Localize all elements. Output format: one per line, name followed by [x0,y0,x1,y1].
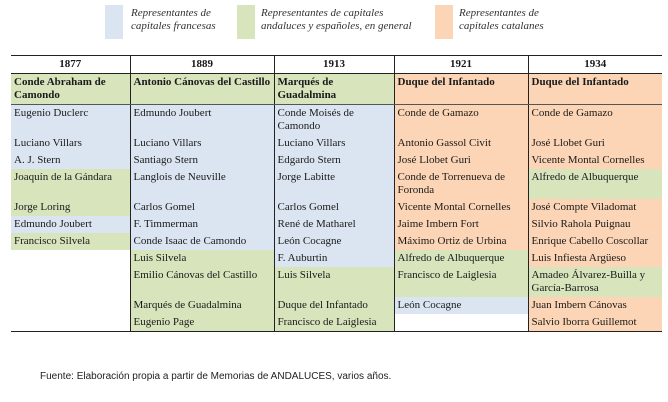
table-cell: Marqués de Guadalmina [274,74,394,105]
table-cell: Máximo Ortiz de Urbina [394,233,528,250]
table-cell [11,250,130,267]
legend-swatch-andaluces [237,5,255,39]
source-note: Fuente: Elaboración propia a partir de Memorias de ANDALUCES, varios años. [40,371,392,382]
table-cell: Conde de Gamazo [394,105,528,136]
legend-label-andaluces: Representantes de capitales andaluces y españoles, en general [261,7,412,32]
table-cell [11,297,130,314]
table-cell [394,314,528,332]
table-cell: José Compte Viladomat [528,199,662,216]
table-cell: Emilio Cánovas del Castillo [130,267,274,297]
table-row [11,105,662,136]
table-cell: Duque del Infantado [528,74,662,105]
year-header-row [11,56,662,74]
table-cell: Santiago Stern [130,152,274,169]
table-cell: Vicente Montal Cornelles [394,199,528,216]
table-cell: Alfredo de Albuquerque [394,250,528,267]
table-row [11,250,662,267]
table-cell: Eugenio Duclerc [11,105,130,136]
table-cell: Alfredo de Albuquerque [528,169,662,199]
table-cell: Francisco de Laiglesia [274,314,394,332]
table-cell: René de Matharel [274,216,394,233]
table-cell: Duque del Infantado [394,74,528,105]
table-cell: Eugenio Page [130,314,274,332]
table-cell: Duque del Infantado [274,297,394,314]
table-cell: Enrique Cabello Coscollar [528,233,662,250]
table-cell: León Cocagne [394,297,528,314]
year-header: 1889 [130,56,274,74]
table-cell: Luis Silvela [274,267,394,297]
table-cell: Joaquín de la Gándara [11,169,130,199]
table-cell: Luciano Villars [11,135,130,152]
table-cell: Jaime Imbern Fort [394,216,528,233]
table-row [11,135,662,152]
header-names-row [11,74,662,105]
table-cell: Luciano Villars [274,135,394,152]
legend-swatch-frances [105,5,123,39]
table-cell [11,314,130,332]
table-cell: Conde de Torrenueva de Foronda [394,169,528,199]
legend-label-catalanes: Representantes de capitales catalanes [459,7,544,32]
table-cell: Conde Moisés de Camondo [274,105,394,136]
table-cell: Carlos Gomel [274,199,394,216]
table-row [11,314,662,332]
table-cell: Antonio Cánovas del Castillo [130,74,274,105]
table-cell: F. Auburtin [274,250,394,267]
table-cell: Luciano Villars [130,135,274,152]
table-cell [11,267,130,297]
table-cell: Luis Silvela [130,250,274,267]
table-cell: Edmundo Joubert [11,216,130,233]
legend [0,5,668,41]
table-cell: Silvio Rahola Puignau [528,216,662,233]
table-row [11,152,662,169]
table-cell: Francisco Silvela [11,233,130,250]
table-cell: Edgardo Stern [274,152,394,169]
table-cell: Edmundo Joubert [130,105,274,136]
table-cell: José Llobet Guri [394,152,528,169]
table-row [11,216,662,233]
table-cell: Conde Isaac de Camondo [130,233,274,250]
table-cell: Luis Infiesta Argüeso [528,250,662,267]
table-cell: Francisco de Laiglesia [394,267,528,297]
table-cell: Marqués de Guadalmina [130,297,274,314]
table-row [11,267,662,297]
table-cell: Jorge Loring [11,199,130,216]
table-cell: Carlos Gomel [130,199,274,216]
legend-label-frances: Representantes de capitales francesas [131,7,216,32]
table-cell: Salvio Iborra Guillemot [528,314,662,332]
table-cell: Antonio Gassol Civit [394,135,528,152]
representatives-table [11,55,662,332]
table-cell: Jorge Labitte [274,169,394,199]
table-row [11,297,662,314]
table-body [11,74,662,332]
year-header: 1913 [274,56,394,74]
year-header: 1921 [394,56,528,74]
table-cell: Amadeo Álvarez-Builla y García-Barrosa [528,267,662,297]
table-cell: Juan Imbern Cánovas [528,297,662,314]
table-cell: José Llobet Guri [528,135,662,152]
table-row [11,199,662,216]
table-cell: León Cocagne [274,233,394,250]
table-cell: Vicente Montal Cornelles [528,152,662,169]
year-header: 1934 [528,56,662,74]
table-cell: F. Timmerman [130,216,274,233]
table-cell: A. J. Stern [11,152,130,169]
table-row [11,169,662,199]
legend-swatch-catalanes [435,5,453,39]
table-cell: Conde Abraham de Camondo [11,74,130,105]
table-cell: Langlois de Neuville [130,169,274,199]
table-cell: Conde de Gamazo [528,105,662,136]
year-header: 1877 [11,56,130,74]
table-row [11,233,662,250]
